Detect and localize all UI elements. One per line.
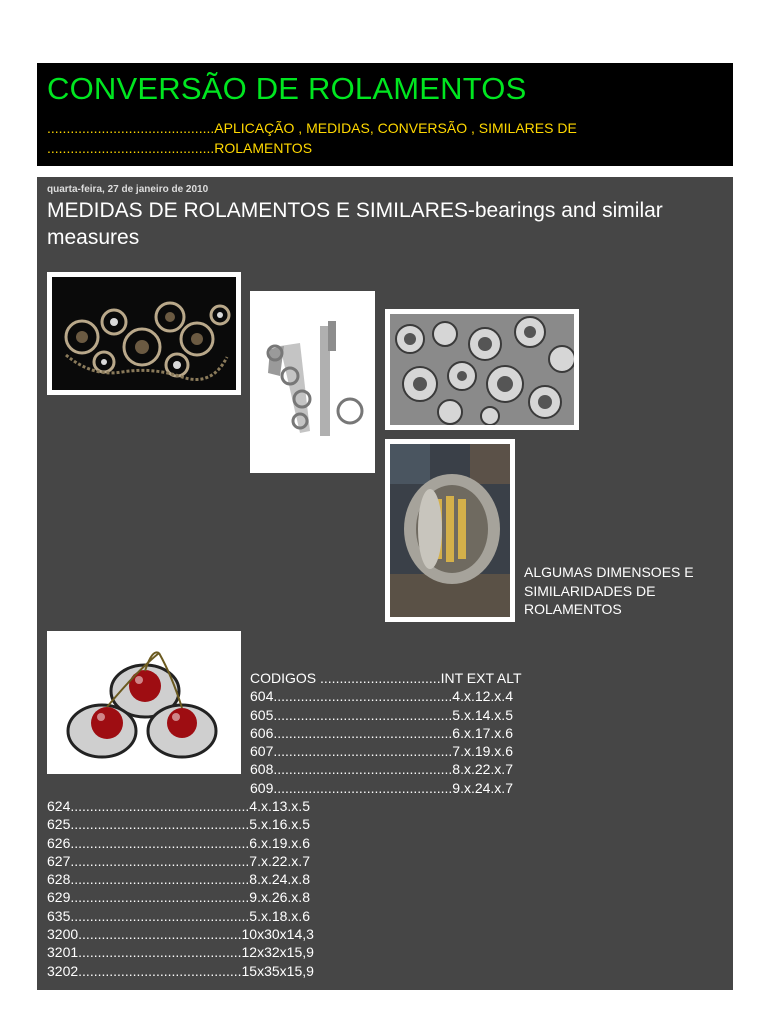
code-row: 607..............................................7.x.19.x.6	[250, 743, 513, 760]
code-row: 608..............................................8.x.22.x.7	[250, 761, 513, 778]
spherical-roller-bearing-picture	[390, 444, 510, 617]
blog-description	[47, 118, 723, 158]
code-row: 3200..........................................10x30x14,3	[47, 926, 314, 943]
tagline-text	[214, 118, 594, 158]
codes-header: CODIGOS ...............................INT EXT ALT	[250, 670, 522, 686]
tagline-dots	[47, 118, 214, 158]
tagline-text-2: ROLAMENTOS	[214, 140, 313, 156]
code-row: 627..............................................7.x.22.x.7	[47, 852, 310, 869]
caliper-bearings-picture	[250, 291, 375, 473]
code-row: 609..............................................9.x.24.x.7	[250, 779, 513, 796]
code-row: 3201..........................................12x32x15,9	[47, 944, 314, 961]
tagline-dots-2: ...........................................	[47, 140, 215, 156]
post-title[interactable]: MEDIDAS DE ROLAMENTOS E SIMILARES-bearings and similar measures	[47, 199, 663, 249]
pile-of-bearings-image[interactable]	[385, 309, 579, 430]
code-row: 624..............................................4.x.13.x.5	[47, 798, 310, 814]
gears-chain-image[interactable]	[47, 272, 241, 395]
tagline-text-1: APLICAÇÃO , MEDIDAS, CONVERSÃO , SIMILARES DE	[214, 120, 577, 136]
cherries-bearings-picture	[47, 631, 241, 774]
code-row: 629..............................................9.x.26.x.8	[47, 889, 310, 906]
tagline-dots-1: ...........................................	[47, 120, 215, 136]
code-row: 625..............................................5.x.16.x.5	[47, 816, 310, 833]
site-title[interactable]: CONVERSÃO DE ROLAMENTOS	[47, 71, 527, 106]
pile-of-bearings-picture	[390, 314, 574, 425]
post-area	[37, 177, 733, 990]
codes-table-b	[47, 797, 314, 980]
code-row: 635..............................................5.x.18.x.6	[47, 907, 310, 924]
blog-header	[37, 63, 733, 166]
gears-chain-picture	[52, 277, 236, 390]
codes-table-a	[250, 669, 522, 797]
code-row: 626..............................................6.x.19.x.6	[47, 834, 310, 851]
spherical-roller-bearing-image[interactable]	[385, 439, 515, 622]
code-row: 605..............................................5.x.14.x.5	[250, 706, 513, 723]
images-caption: ALGUMAS DIMENSOES E SIMILARIDADES DE ROLAMENTOS	[524, 564, 694, 617]
code-row: 3202..........................................15x35x15,9	[47, 962, 314, 979]
code-row: 628..............................................8.x.24.x.8	[47, 871, 310, 888]
caliper-bearings-image[interactable]	[250, 291, 375, 473]
post-date: quarta-feira, 27 de janeiro de 2010	[47, 184, 209, 195]
code-row: 606..............................................6.x.17.x.6	[250, 724, 513, 741]
code-row: 604..............................................4.x.12.x.4	[250, 688, 513, 705]
cherries-bearings-image[interactable]	[47, 631, 241, 774]
